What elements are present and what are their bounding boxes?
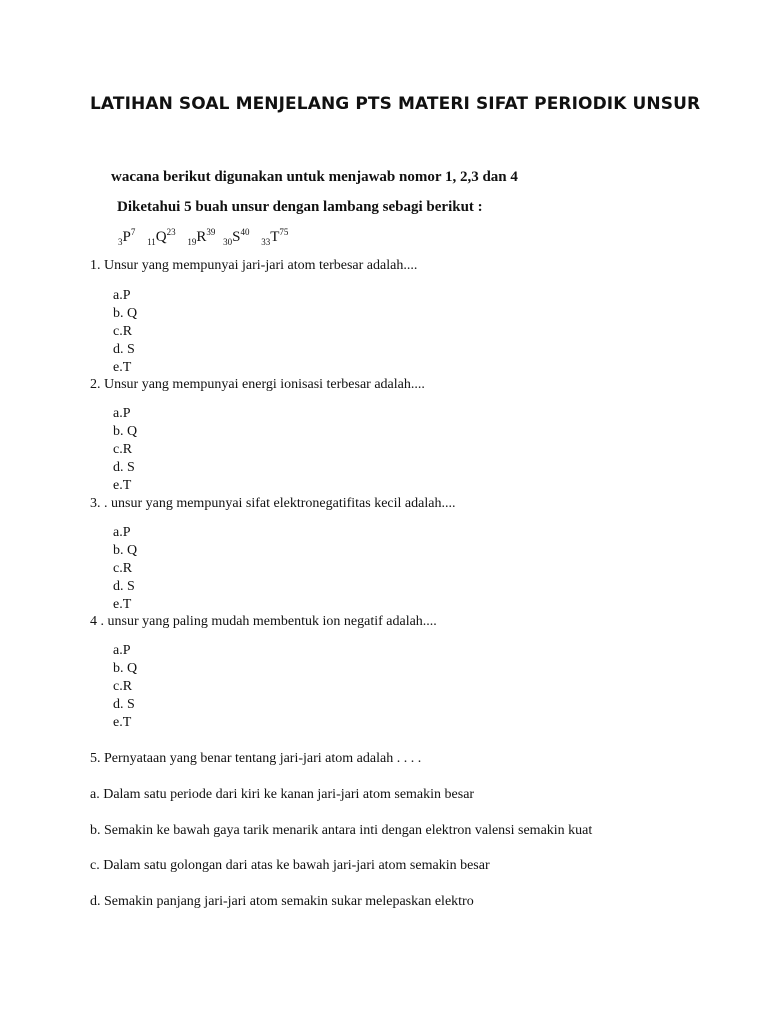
option-e: e.T [113,715,132,730]
option-a: a.P [113,406,131,421]
question-5-option-d: d. Semakin panjang jari-jari atom semakin sukar melepaskan elektro [90,894,474,909]
option-e: e.T [113,597,132,612]
element-s: $_{30}S^{40}$ [223,227,250,247]
question-2: 2. Unsur yang mempunyai energi ionisasi terbesar adalah.... [90,377,425,392]
intro-line-1: wacana berikut digunakan untuk menjawab nomor 1, 2,3 dan 4 [111,169,518,185]
option-c: c.R [113,679,133,694]
option-e: e.T [113,360,132,375]
option-a: a.P [113,288,131,303]
option-a: a.P [113,643,131,658]
element-t: $_{33}T^{75}$ [261,227,289,247]
question-4: 4 . unsur yang paling mudah membentuk ion negatif adalah.... [90,614,437,629]
option-c: c.R [113,324,133,339]
element-r: $_{19}R^{39}$ [187,227,216,247]
element-q: $_{11}Q^{23}$ [147,227,176,247]
element-p: $_3P^7$ [118,227,136,247]
question-3-options [113,524,137,614]
question-5-option-c: c. Dalam satu golongan dari atas ke bawah jari-jari atom semakin besar [90,858,490,873]
question-5-option-b: b. Semakin ke bawah gaya tarik menarik antara inti dengan elektron valensi semakin kuat [90,823,593,838]
option-c: c.R [113,442,133,457]
worksheet-title: LATIHAN SOAL MENJELANG PTS MATERI SIFAT PERIODIK UNSUR [90,94,701,114]
option-d: d. S [113,579,135,594]
intro-line-2: Diketahui 5 buah unsur dengan lambang sebagi berikut : [117,199,483,215]
question-2-options [113,405,137,495]
option-e: e.T [113,478,132,493]
option-b: b. Q [113,661,138,676]
question-5-option-a: a. Dalam satu periode dari kiri ke kanan jari-jari atom semakin besar [90,787,475,802]
question-4-options [113,642,137,732]
question-3: 3. . unsur yang mempunyai sifat elektronegatifitas kecil adalah.... [90,496,456,511]
question-1-options [113,287,137,377]
option-a: a.P [113,525,131,540]
option-c: c.R [113,561,133,576]
option-d: d. S [113,342,135,357]
option-b: b. Q [113,306,138,321]
option-d: d. S [113,697,135,712]
option-d: d. S [113,460,135,475]
option-b: b. Q [113,424,138,439]
element-symbols [118,227,296,247]
question-5: 5. Pernyataan yang benar tentang jari-jari atom adalah . . . . [90,751,422,766]
question-1: 1. Unsur yang mempunyai jari-jari atom terbesar adalah.... [90,258,418,273]
option-b: b. Q [113,543,138,558]
